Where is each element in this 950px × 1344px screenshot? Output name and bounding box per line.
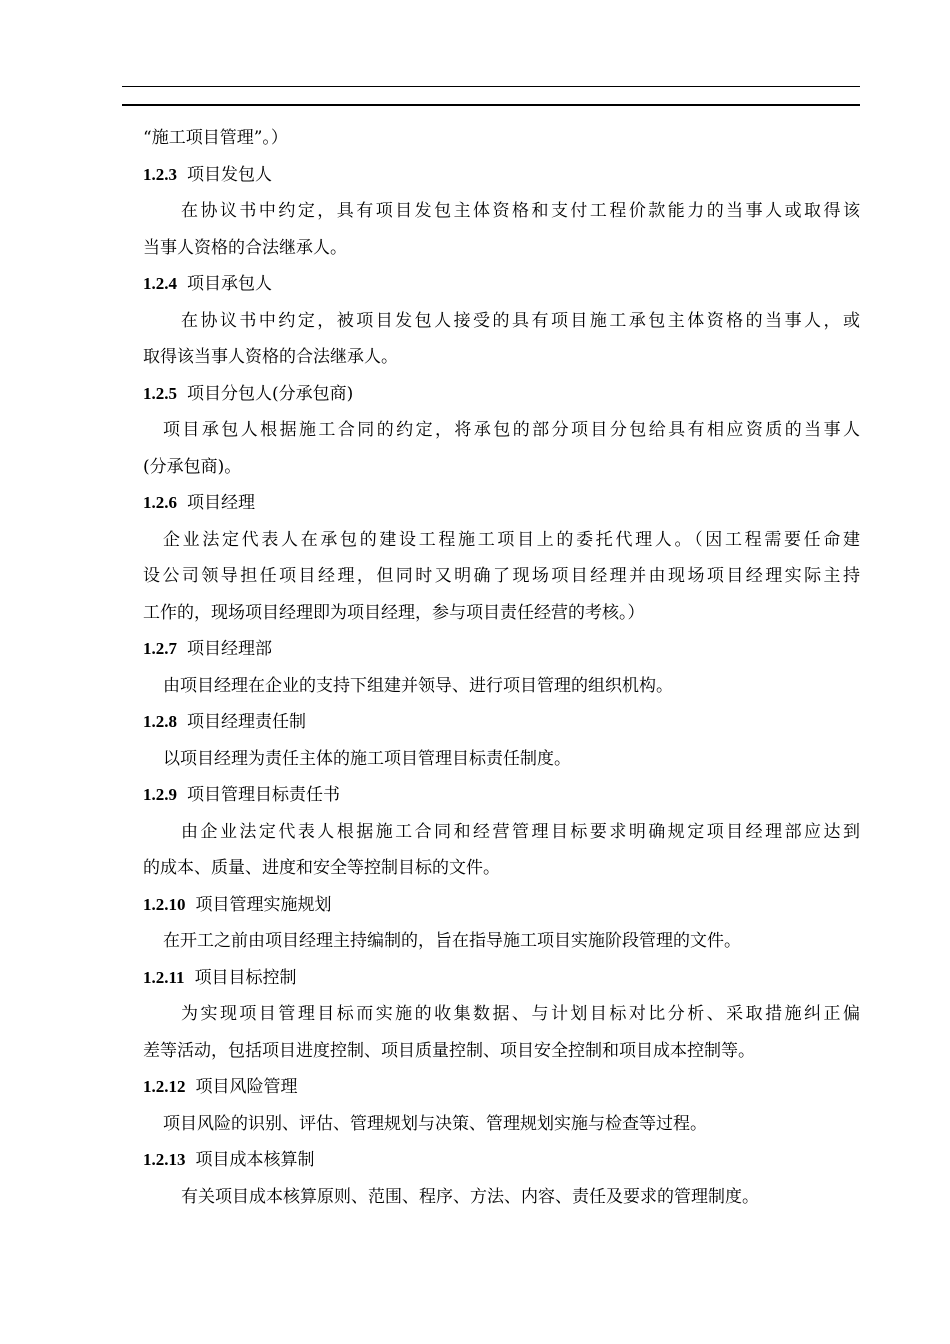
section-number: 1.2.12 [143,1077,186,1096]
section-heading-1-2-6 [143,485,860,522]
section-heading-1-2-5 [143,376,860,413]
section-heading-1-2-9 [143,777,860,814]
paragraph-line: 差等活动，包括项目进度控制、项目质量控制、项目安全控制和项目成本控制等。 [143,1040,755,1061]
section-number: 1.2.11 [143,967,185,987]
section-title: 项目分包人(分承包商) [187,383,354,404]
section-heading-1-2-13 [143,1142,860,1179]
section-number: 1.2.13 [143,1150,186,1169]
paragraph-line: 在开工之前由项目经理主持编制的，旨在指导施工项目实施阶段管理的文件。 [163,931,741,951]
header-rule-thin [122,86,860,87]
paragraph-line: 当事人资格的合法继承人。 [143,237,347,258]
section-title: 项目经理责任制 [187,712,306,732]
section-title: 项目发包人 [187,164,272,185]
section-number: 1.2.8 [143,712,177,731]
section-title: 项目目标控制 [194,967,297,988]
section-heading-1-2-8 [143,704,860,741]
section-number: 1.2.7 [143,639,177,658]
paragraph-line: 企业法定代表人在承包的建设工程施工项目上的委托代理人。（因工程需要任命建 [163,529,860,550]
paragraph-line: 设公司领导担任项目经理，但同时又明确了现场项目经理并由现场项目经理实际主持 [143,566,860,586]
paragraph-line: 在协议书中约定，被项目发包人接受的具有项目施工承包主体资格的当事人，或 [181,310,860,331]
section-heading-1-2-7 [143,631,860,668]
header-rule-thick [122,104,860,106]
section-title: 项目管理目标责任书 [187,785,340,805]
section-number: 1.2.4 [143,274,177,293]
section-number: 1.2.10 [143,894,186,914]
paragraph-line: (分承包商)。 [143,456,242,477]
paragraph-line: 项目风险的识别、评估、管理规划与决策、管理规划实施与检查等过程。 [163,1113,707,1134]
section-heading-1-2-12 [143,1069,860,1106]
section-heading-1-2-10 [143,887,860,924]
paragraph-line: 工作的，现场项目经理即为项目经理，参与项目责任经营的考核。） [143,602,645,623]
paragraph-line: 在协议书中约定，具有项目发包主体资格和支付工程价款能力的当事人或取得该 [181,201,860,221]
section-heading-1-2-11 [143,960,860,997]
paragraph-line: 为实现项目管理目标而实施的收集数据、与计划目标对比分析、采取措施纠正偏 [181,1004,860,1024]
section-number: 1.2.6 [143,493,177,512]
paragraph-line: 有关项目成本核算原则、范围、程序、方法、内容、责任及要求的管理制度。 [181,1186,759,1207]
section-heading-1-2-3 [143,157,860,194]
section-title: 项目承包人 [187,274,272,294]
paragraph-line: 的成本、质量、进度和安全等控制目标的文件。 [143,858,500,878]
paragraph-line: 由项目经理在企业的支持下组建并领导、进行项目管理的组织机构。 [163,675,673,696]
paragraph-line: 取得该当事人资格的合法继承人。 [143,347,398,367]
section-title: 项目管理实施规划 [195,894,332,915]
intro-line: “施工项目管理”。） [143,128,288,148]
paragraph-line: 由企业法定代表人根据施工合同和经营管理目标要求明确规定项目经理部应达到 [181,821,860,842]
section-number: 1.2.9 [143,785,177,804]
paragraph-line: 项目承包人根据施工合同的约定，将承包的部分项目分包给具有相应资质的当事人 [163,420,860,440]
paragraph-line: 以项目经理为责任主体的施工项目管理目标责任制度。 [163,748,571,769]
section-number: 1.2.5 [143,383,177,403]
section-title: 项目经理 [187,493,255,513]
section-title: 项目成本核算制 [195,1150,315,1170]
section-number: 1.2.3 [143,164,177,184]
section-title: 项目风险管理 [195,1077,298,1097]
document-body [143,120,860,1215]
section-heading-1-2-4 [143,266,860,303]
section-title: 项目经理部 [187,639,272,659]
